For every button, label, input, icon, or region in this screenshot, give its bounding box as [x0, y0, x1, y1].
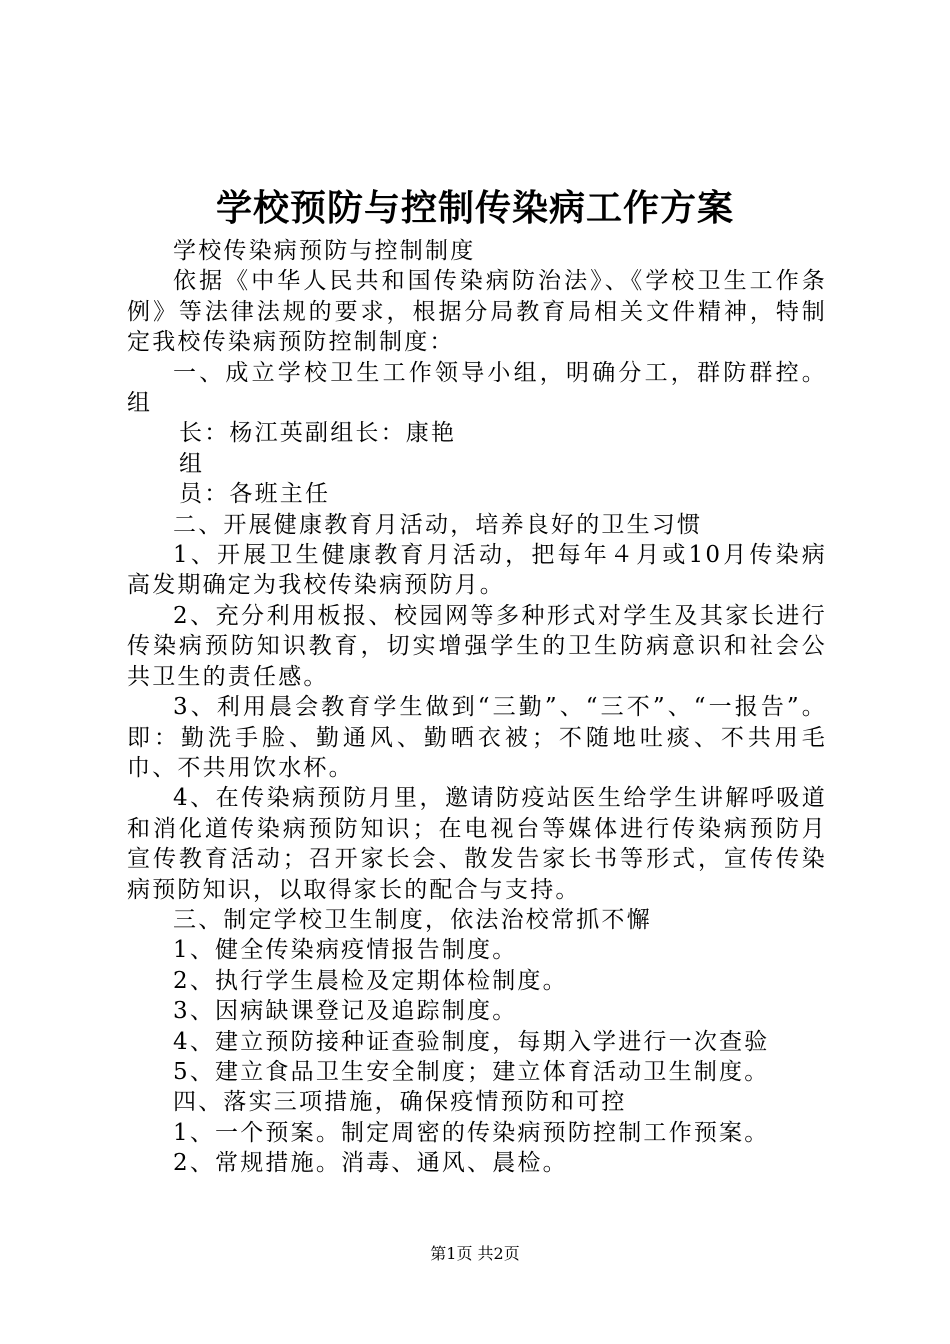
paragraph: 2、充分利用板报、校园网等多种形式对学生及其家长进行传染病预防知识教育，切实增强学生的卫生防病意识和社会公共卫生的责任感。 — [127, 602, 827, 690]
paragraph: 四、落实三项措施，确保疫情预防和可控 — [173, 1089, 627, 1116]
paragraph: 长：杨江英副组长：康艳 — [179, 420, 457, 447]
paragraph: 2、执行学生晨检及定期体检制度。 — [173, 967, 568, 994]
paragraph: 1、一个预案。制定周密的传染病预防控制工作预案。 — [173, 1119, 770, 1146]
paragraph: 组 — [179, 450, 205, 477]
paragraph: 学校传染病预防与控制制度 — [173, 238, 476, 264]
paragraph: 3、因病缺课登记及追踪制度。 — [173, 998, 518, 1025]
paragraph: 4、建立预防接种证查验制度，每期入学进行一次查验 — [173, 1028, 770, 1055]
paragraph: 2、常规措施。消毒、通风、晨检。 — [173, 1150, 568, 1177]
paragraph: 3、利用晨会教育学生做到“三勤”、“三不”、“一报告”。即：勤洗手脸、勤通风、勤晒衣被；不随地吐痰、不共用毛巾、不共用饮水杯。 — [127, 694, 827, 781]
document-body — [127, 236, 827, 1179]
paragraph: 4、在传染病预防月里，邀请防疫站医生给学生讲解呼吸道和消化道传染病预防知识；在电视台等媒体进行传染病预防月宣传教育活动；召开家长会、散发告家长书等形式，宣传传染病预防知识，以取得家长的配合与支持。 — [127, 785, 827, 903]
paragraph: 1、健全传染病疫情报告制度。 — [173, 937, 518, 964]
paragraph: 1、开展卫生健康教育月活动，把每年４月或10月传染病高发期确定为我校传染病预防月。 — [127, 542, 827, 599]
paragraph: 员：各班主任 — [179, 481, 331, 508]
paragraph: 依据《中华人民共和国传染病防治法》、《学校卫生工作条例》等法律法规的要求，根据分局教育局相关文件精神，特制定我校传染病预防控制制度： — [127, 268, 827, 356]
paragraph: 一、成立学校卫生工作领导小组，明确分工，群防群控。组 — [127, 359, 827, 417]
paragraph: 三、制定学校卫生制度，依法治校常抓不懈 — [173, 906, 652, 933]
paragraph: 5、建立食品卫生安全制度；建立体育活动卫生制度。 — [173, 1058, 770, 1085]
document-title: 学校预防与控制传染病工作方案 — [215, 187, 734, 229]
paragraph: 二、开展健康教育月活动，培养良好的卫生习惯 — [173, 511, 703, 538]
page-number-footer: 第1页 共2页 — [430, 1244, 520, 1263]
